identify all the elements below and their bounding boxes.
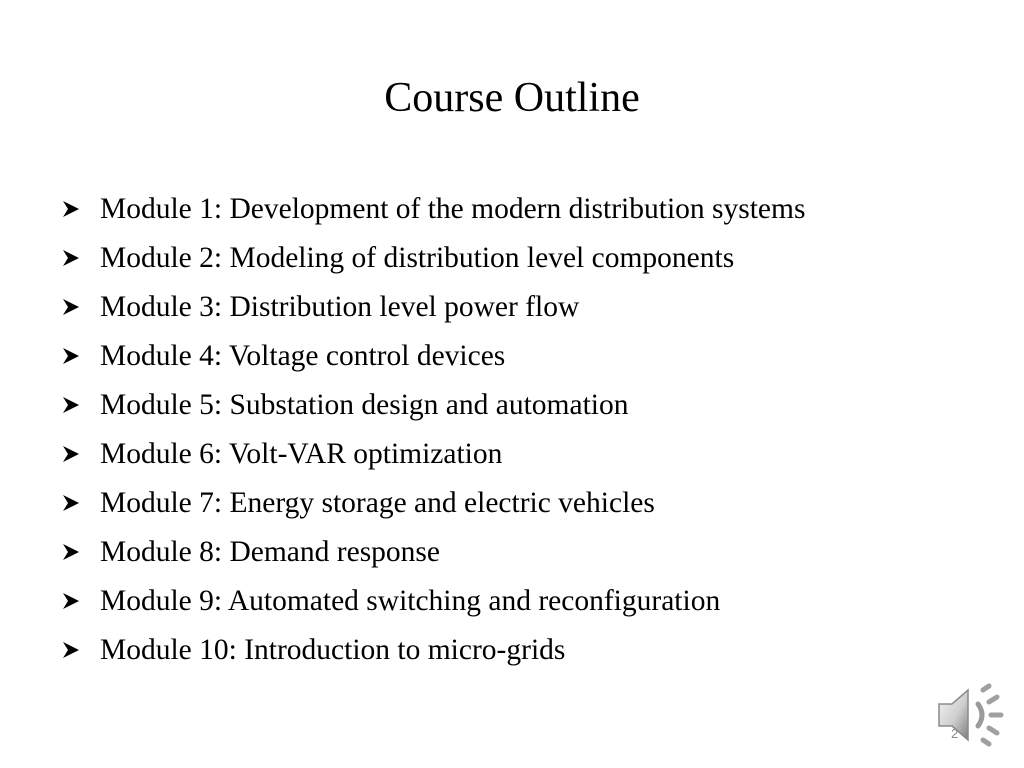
arrow-bullet-icon — [62, 347, 100, 365]
arrow-bullet-icon — [62, 298, 100, 316]
arrow-bullet-icon — [62, 592, 100, 610]
outline-item — [62, 233, 962, 282]
outline-item — [62, 577, 962, 626]
outline-item-text: Module 9: Automated switching and reconfiguration — [100, 585, 721, 618]
outline-item-text: Module 4: Voltage control devices — [100, 339, 506, 372]
outline-item-text: Module 10: Introduction to micro-grids — [100, 634, 566, 667]
arrow-bullet-icon — [62, 543, 100, 561]
outline-item — [62, 282, 962, 331]
outline-item-text: Module 1: Development of the modern distribution systems — [100, 192, 806, 225]
outline-item-text: Module 2: Modeling of distribution level components — [100, 241, 735, 274]
outline-item-text: Module 3: Distribution level power flow — [100, 290, 580, 323]
page-number: 2 — [951, 726, 959, 741]
arrow-bullet-icon — [62, 200, 100, 218]
outline-item — [62, 479, 962, 528]
outline-item-text: Module 7: Energy storage and electric vehicles — [100, 487, 655, 520]
outline-item — [62, 380, 962, 429]
outline-item — [62, 331, 962, 380]
outline-item-text: Module 5: Substation design and automation — [100, 388, 629, 421]
outline-item — [62, 626, 962, 675]
arrow-bullet-icon — [62, 396, 100, 414]
speaker-audio-icon[interactable] — [934, 682, 1006, 748]
outline-item-text: Module 8: Demand response — [100, 536, 440, 569]
outline-item-text: Module 6: Volt-VAR optimization — [100, 438, 503, 471]
course-outline-list — [62, 184, 962, 675]
slide-title: Course Outline — [384, 75, 640, 121]
outline-item — [62, 429, 962, 478]
arrow-bullet-icon — [62, 249, 100, 267]
outline-item — [62, 184, 962, 233]
arrow-bullet-icon — [62, 445, 100, 463]
outline-item — [62, 528, 962, 577]
arrow-bullet-icon — [62, 494, 100, 512]
arrow-bullet-icon — [62, 641, 100, 659]
